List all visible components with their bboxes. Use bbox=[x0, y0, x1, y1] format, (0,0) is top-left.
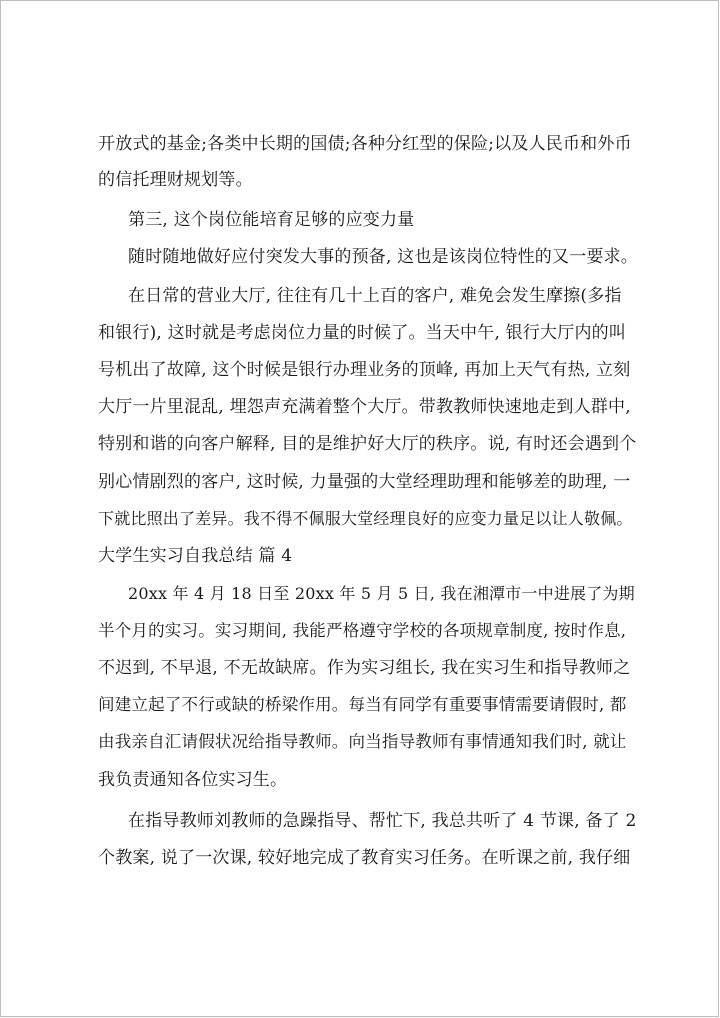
text-line: 不迟到, 不早退, 不无故缺席。作为实习组长, 我在实习生和指导教师之 bbox=[98, 658, 631, 678]
text-line: 特别和谐的向客户解释, 目的是维护好大厅的秩序。说, 有时还会遇到个 bbox=[98, 434, 637, 454]
text-line: 和银行), 这时就是考虑岗位力量的时候了。当天中午, 银行大厅内的叫 bbox=[98, 323, 627, 343]
text-line: 在指导教师刘教师的急躁指导、帮忙下, 我总共听了 4 节课, 备了 2 bbox=[128, 811, 637, 831]
text-line: 20xx 年 4 月 18 日至 20xx 年 5 月 5 日, 我在湘潭市一中进展了为期 bbox=[128, 584, 635, 603]
text-line: 下就比照出了差异。我不得不佩服大堂经理良好的应变力量足以让人敬佩。 bbox=[98, 509, 633, 528]
text-line: 大厅一片里混乱, 埋怨声充满着整个大厅。带教教师快速地走到人群中, bbox=[98, 397, 631, 417]
section-title: 大学生实习自我总结 篇 4 bbox=[98, 546, 293, 566]
text-line: 号机出了故障, 这个时候是银行办理业务的顶峰, 再加上天气有热, 立刻 bbox=[98, 360, 631, 380]
text-line: 个教案, 说了一次课, 较好地完成了教育实习任务。在听课之前, 我仔细 bbox=[98, 848, 631, 868]
text-line: 半个月的实习。实习期间, 我能严格遵守学校的各项规章制度, 按时作息, bbox=[98, 621, 627, 640]
section-heading: 第三, 这个岗位能培育足够的应变力量 bbox=[128, 210, 415, 230]
text-line: 间建立起了不行或缺的桥梁作用。每当有同学有重要事情需要请假时, 都 bbox=[98, 695, 627, 714]
text-line: 由我亲自汇请假状况给指导教师。向当指导教师有事情通知我们时, 就让 bbox=[98, 732, 627, 751]
text-line: 我负责通知各位实习生。 bbox=[98, 770, 288, 790]
text-line: 别心情剧烈的客户, 这时候, 力量强的大堂经理助理和能够差的助理, 一 bbox=[98, 472, 631, 492]
text-line: 的信托理财规划等。 bbox=[98, 170, 253, 190]
text-line: 随时随地做好应付突发大事的预备, 这也是该岗位特性的又一要求。 bbox=[128, 247, 639, 267]
text-line: 开放式的基金;各类中长期的国债;各种分红型的保险;以及人民币和外币 bbox=[98, 134, 632, 154]
text-line: 在日常的营业大厅, 往往有几十上百的客户, 难免会发生摩擦(多指 bbox=[128, 286, 622, 306]
